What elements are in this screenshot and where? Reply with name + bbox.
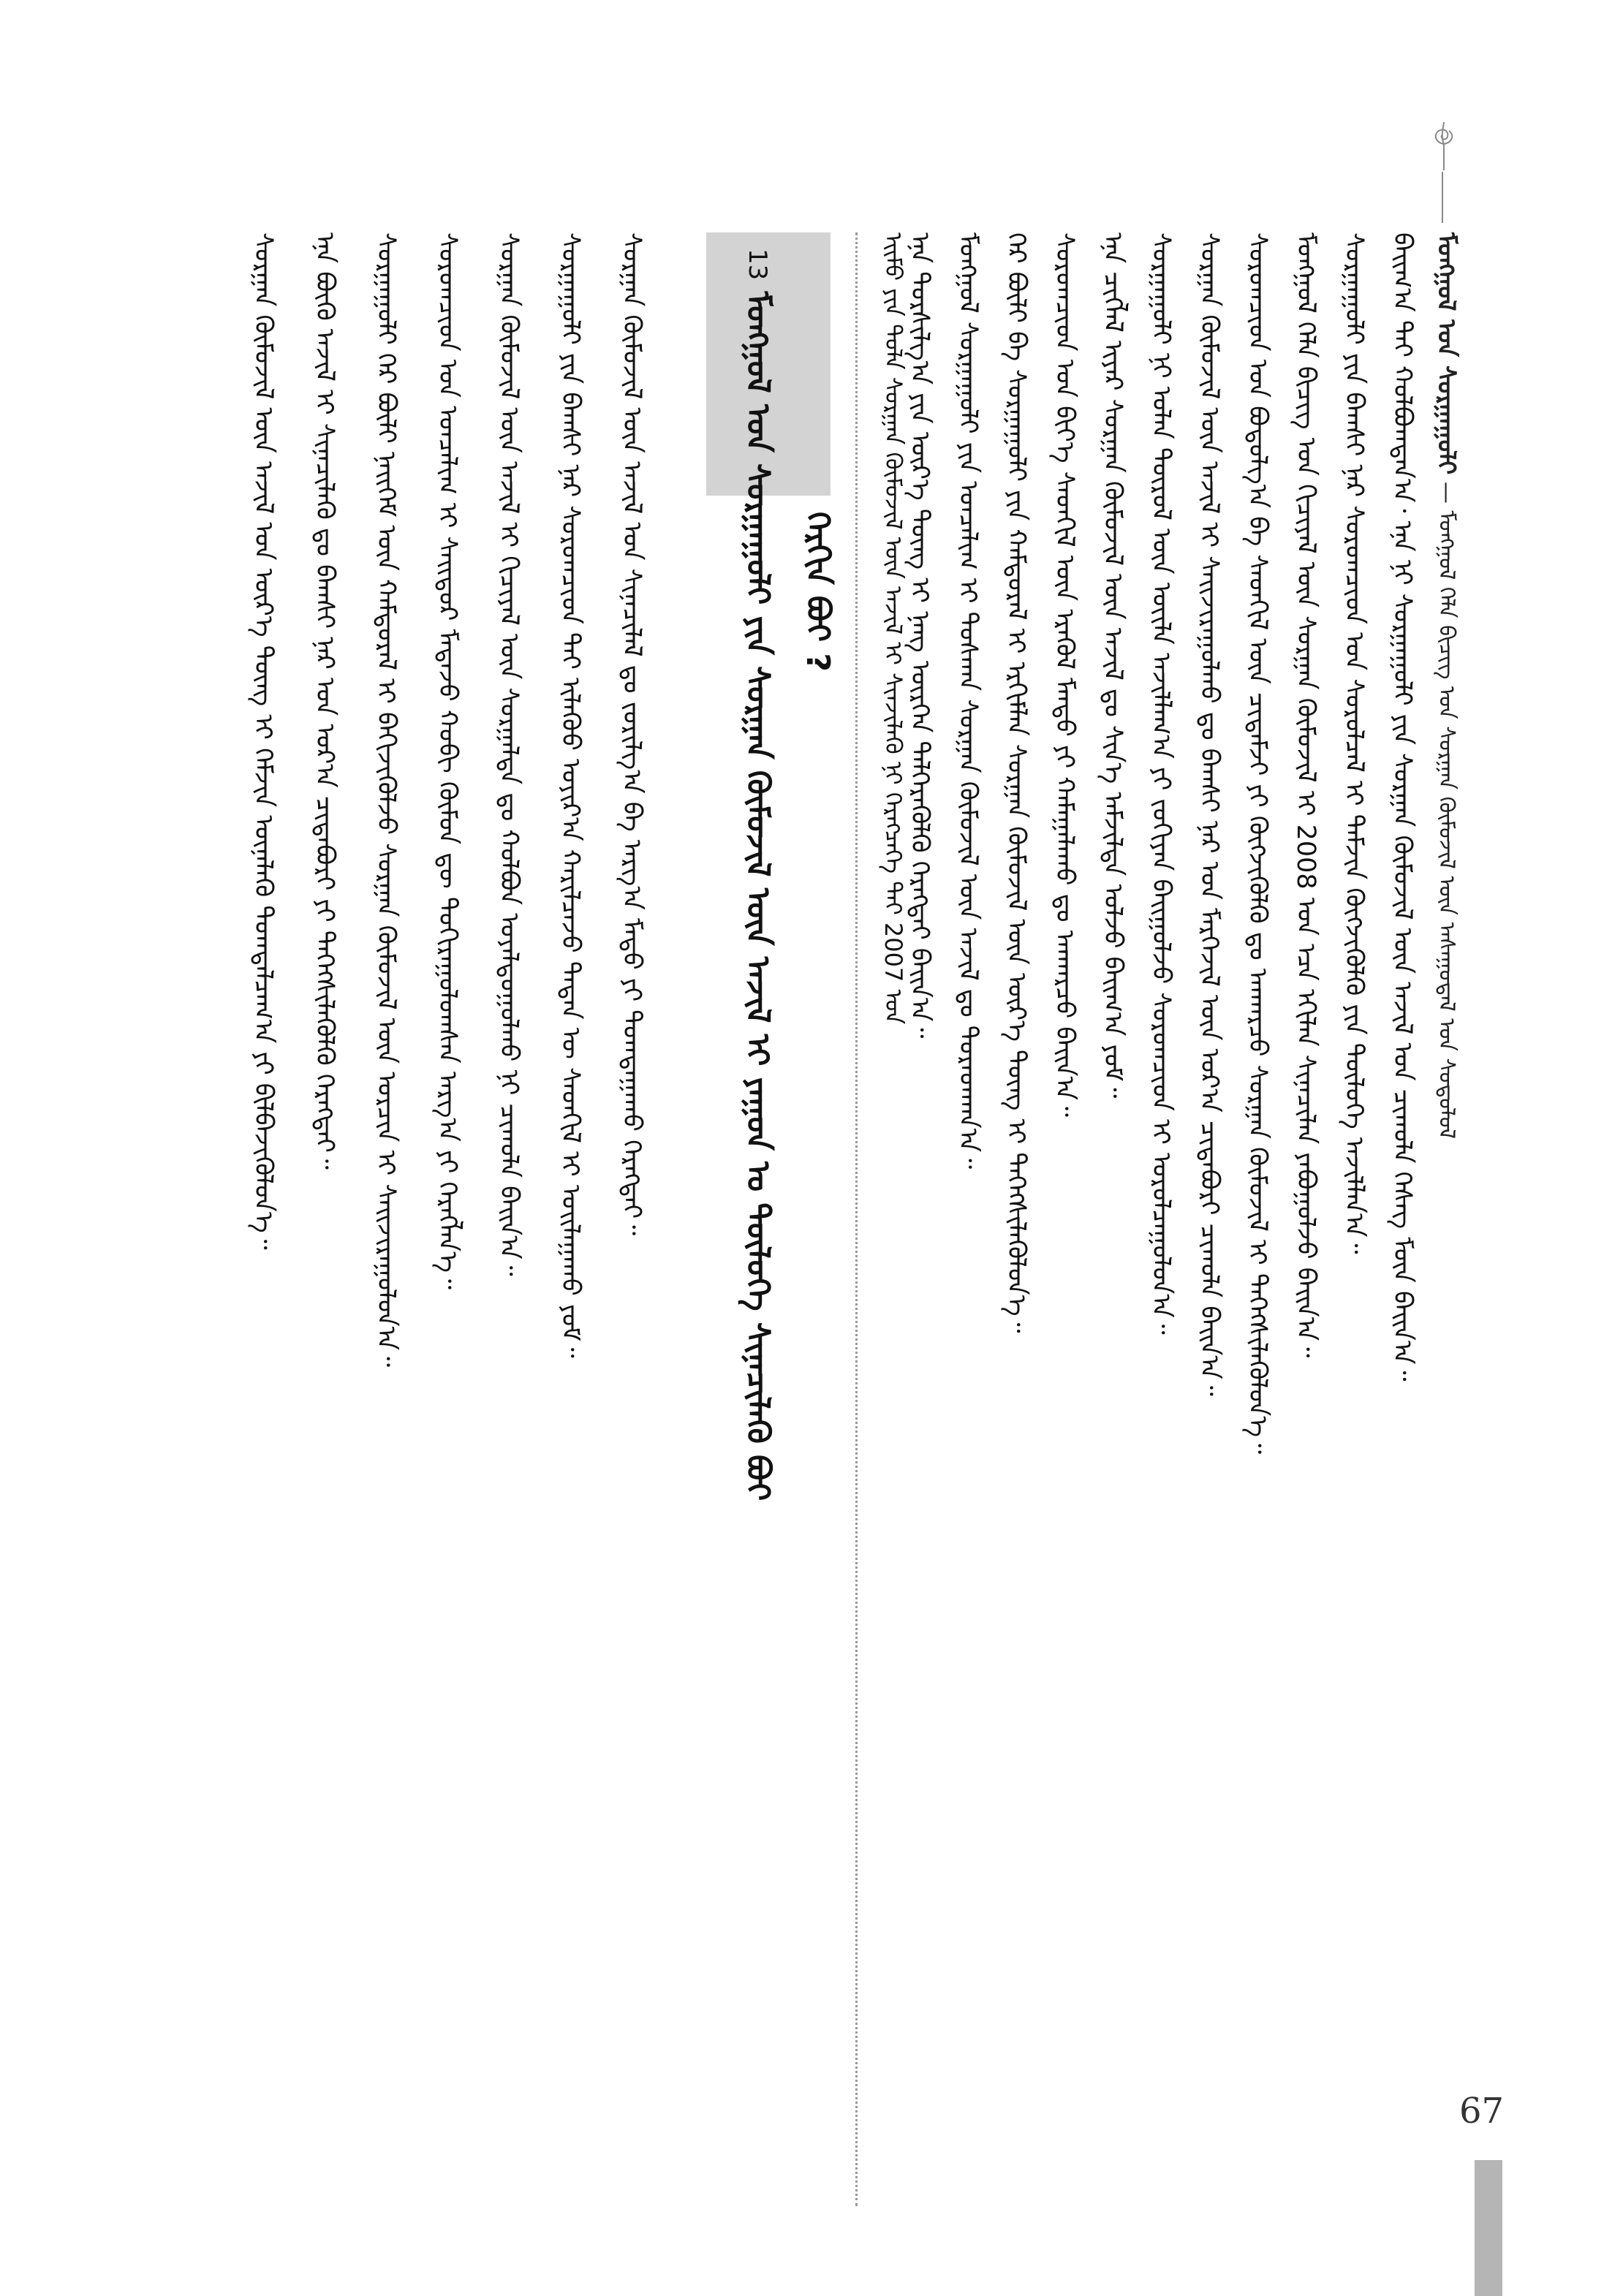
heading-title: ᠮᠣᠩᠭᠣᠯ ᠤᠨ ᠰᠤᠷᠭᠠᠭᠤᠯᠢ ᠶᠢᠨ ᠰᠤᠷᠭᠠᠨ ᠬᠦᠮᠦᠵᠢᠯ ᠦᠨ ᠠᠵᠢᠯ ᠢ ᠶᠠᠭᠤᠨ ᠤ ᠲᠥᠯᠥᠭᠡ ᠰᠢᠨᠡᠴᠢᠯᠡᠬᠦ ᠪᠤᠢ [739,291,776,1501]
header-rule [1442,172,1443,223]
body-column: ᠰᠤᠷᠤᠭᠴᠢᠳ ᠤᠨ ᠪᠢᠶ᠎ᠡ ᠰᠡᠳᠬᠢᠯ ᠦᠨ ᠡᠷᠡᠭᠦᠯ ᠮᠡᠨᠳᠦ ᠶᠢ ᠬᠠᠮᠠᠭᠠᠯᠠᠬᠤ ᠳᠤ ᠠᠨᠬᠠᠷᠴᠤ ᠪᠠᠢᠨ᠎ᠠ᠃ [1050,232,1079,1118]
body-column: ᠰᠤᠷᠭᠠᠭᠤᠯᠢ ᠶᠢᠨ ᠪᠠᠭᠰᠢ ᠨᠠᠷ ᠰᠤᠷᠤᠭᠴᠢᠳ ᠤᠨ ᠰᠤᠷᠤᠯᠴᠠᠯ ᠢ ᠳᠡᠮᠵᠢᠨ ᠬᠥᠭᠵᠢᠭᠦᠯᠬᠦ ᠶᠢᠨ ᠲᠥᠯᠥᠭᠡ ᠠᠵᠢᠯᠯᠠᠨ᠎ᠠ᠃ [1339,232,1369,1254]
running-head-subtitle: — ᠮᠣᠩᠭᠣᠯ ᠬᠡᠯᠡ ᠪᠢᠴᠢᠭ ᠤᠨ ᠰᠤᠷᠭᠠᠨ ᠬᠦᠮᠦᠵᠢᠯ ᠦᠨ ᠠᠰᠠᠭᠤᠳᠠᠯ ᠤᠨ ᠰᠣᠳᠤᠯᠤᠯ [1434,481,1459,1139]
section-divider [855,232,858,2206]
body-column: ᠡᠨᠡ ᠴᠢᠭᠯᠡᠯ ᠢᠶᠡᠷ ᠰᠤᠷᠭᠠᠨ ᠬᠦᠮᠦᠵᠢᠯ ᠦᠨ ᠠᠵᠢᠯ ᠳᠤ ᠰᠢᠨ᠎ᠡ ᠠᠮᠵᠢᠯᠲᠠ ᠣᠯᠵᠤ ᠪᠠᠢᠭ᠎ᠠ ᠶᠤᠮ᠃ [1098,232,1127,1099]
body-column: ᠡᠨᠡ ᠲᠤᠷᠱᠢᠯᠭ᠎ᠠ ᠶᠢᠨ ᠦᠷ᠎ᠡ ᠳᠦᠩ ᠢ ᠨᠡᠩ ᠦᠷᠭᠡᠨ ᠳᠡᠯᠭᠡᠷᠡᠭᠦᠯᠬᠦ ᠬᠡᠷᠡᠭᠲᠡᠢ ᠪᠠᠢᠨ᠎ᠠ᠃ [905,232,934,1039]
page-edge-tab [1475,2160,1502,2296]
running-head [1424,232,1468,1270]
body-column: ᠰᠤᠷᠭᠠᠨ ᠬᠦᠮᠦᠵᠢᠯ ᠦᠨ ᠠᠵᠢᠯ ᠢ ᠰᠠᠢᠵᠢᠷᠠᠭᠤᠯᠬᠤ ᠳᠤ ᠪᠠᠭᠰᠢ ᠨᠠᠷ ᠤᠨ ᠮᠡᠷᠭᠡᠵᠢᠯ ᠦᠨ ᠤᠷ᠎ᠠ ᠴᠢᠳᠠᠪᠤᠷᠢ ᠴᠢᠬᠤᠯᠠ ᠪᠠᠢᠨ᠎ᠠ᠃ [1195,232,1224,1396]
section-heading [730,249,786,2222]
body-column: ᠰᠤᠷᠭᠠᠭᠤᠯᠢ ᠨᠢ ᠣᠯᠠᠨ ᠲᠥᠷᠦᠯ ᠦᠨ ᠦᠢᠯᠡ ᠠᠵᠢᠯᠯᠠᠭ᠎ᠠ ᠶᠢ ᠵᠣᠬᠢᠶᠠᠨ ᠪᠠᠢᠭᠤᠯᠵᠤ ᠰᠤᠷᠤᠭᠴᠢᠳ ᠢ ᠣᠷᠣᠯᠴᠠᠭᠤᠯᠤᠨ᠎ᠠ᠃ [1146,232,1176,1335]
body-column: ᠰᠤᠷᠤᠭᠴᠢᠳ ᠤᠨ ᠣᠨᠴᠠᠯᠢᠭ ᠢ ᠰᠠᠢᠲᠤᠷ ᠮᠡᠳᠡᠵᠦ ᠬᠤᠪᠢ ᠬᠦᠮᠦᠨ ᠳᠦ ᠲᠤᠬᠢᠷᠠᠭᠤᠯᠤᠭᠰᠠᠨ ᠠᠷᠭ᠎ᠠ ᠶᠢ ᠬᠡᠷᠡᠭᠯᠡᠨ᠎ᠡ᠃ [433,232,462,1290]
body-column: ᠡᠢᠮᠦ ᠶᠢᠨ ᠲᠤᠯᠠ ᠰᠤᠷᠭᠠᠨ ᠬᠦᠮᠦᠵᠢᠯ ᠦᠨ ᠠᠵᠢᠯ ᠢ ᠰᠢᠨᠵᠢᠯᠡᠬᠦ ᠨᠢ ᠬᠡᠷᠡᠭᠴᠡᠭᠡ ᠲᠠᠢ 2007 ᠣᠨ [879,232,907,1025]
body-column: ᠰᠤᠷᠭᠠᠨ ᠬᠦᠮᠦᠵᠢᠯ ᠦᠨ ᠠᠵᠢᠯ ᠤᠨ ᠦᠷ᠎ᠡ ᠳᠦᠩ ᠢ ᠬᠡᠮᠵᠢᠨ ᠦᠨᠡᠯᠡᠬᠦ ᠲᠣᠭᠲᠠᠯᠴᠠᠭ᠎ᠠ ᠶᠢ ᠪᠢᠯᠪᠡᠵᠢᠭᠦᠯᠦᠨ᠎ᠡ᠃ [249,232,278,1250]
body-column: ᠰᠤᠷᠭᠠᠨ ᠬᠦᠮᠦᠵᠢᠯ ᠦᠨ ᠠᠵᠢᠯ ᠢ ᠬᠢᠴᠢᠶᠡᠯ ᠦᠨ ᠰᠤᠷᠭᠠᠯᠲᠠ ᠳᠤ ᠬᠣᠯᠪᠣᠨ ᠤᠶᠠᠯᠳᠤᠭᠤᠯᠬᠤ ᠨᠢ ᠴᠢᠬᠤᠯᠠ ᠪᠠᠢᠨ᠎ᠠ᠃ [494,232,523,1276]
body-column: ᠮᠣᠩᠭᠣᠯ ᠰᠤᠷᠭᠠᠭᠤᠯᠢ ᠶᠢᠨ ᠣᠨᠴᠠᠯᠢᠭ ᠢ ᠲᠤᠰᠬᠠᠨ ᠰᠤᠷᠭᠠᠨ ᠬᠦᠮᠦᠵᠢᠯ ᠦᠨ ᠠᠵᠢᠯ ᠳᠤ ᠳᠤᠷᠠᠳᠬᠠᠨ᠎ᠠ᠃ [953,232,983,1170]
body-column: ᠰᠤᠷᠤᠭᠴᠢᠳ ᠤᠨ ᠪᠣᠳᠤᠯᠭ᠎ᠠ ᠪᠠ ᠰᠡᠳᠬᠢᠯ ᠦᠨ ᠴᠢᠳᠠᠮᠵᠢ ᠶᠢ ᠬᠥᠭᠵᠢᠭᠦᠯᠬᠦ ᠳᠤ ᠠᠨᠬᠠᠷᠴᠤ ᠰᠤᠷᠭᠠᠨ ᠬᠦᠮᠦᠵᠢᠯ ᠢ ᠳᠡᠭᠡᠭᠰᠢᠯᠡᠭᠦᠯᠦᠨ᠎ᠡ᠃ [1243,232,1272,1455]
body-column: ᠮᠣᠩᠭᠣᠯ ᠬᠡᠯᠡ ᠪᠢᠴᠢᠭ ᠤᠨ ᠬᠢᠴᠢᠶᠡᠯ ᠦᠨ ᠰᠤᠷᠭᠠᠨ ᠬᠦᠮᠦᠵᠢᠯ ᠢ 2008 ᠣᠨ ᠡᠴᠡ ᠡᠬᠢᠯᠡᠨ ᠰᠢᠨᠡᠴᠢᠯᠡᠨ ᠶᠠᠪᠤᠭᠤᠯᠵᠤ ᠪᠠᠢᠨ᠎ᠠ᠃ [1291,232,1320,1358]
body-column: ᠪᠠᠢᠭ᠎ᠠ ᠲᠠᠢ ᠬᠣᠯᠪᠣᠭᠳᠠᠨ᠎ᠠ᠂ ᠡᠨᠡ ᠨᠢ ᠰᠤᠷᠭᠠᠭᠤᠯᠢ ᠶᠢᠨ ᠰᠤᠷᠭᠠᠨ ᠬᠦᠮᠦᠵᠢᠯ ᠦᠨ ᠠᠵᠢᠯ ᠤᠨ ᠴᠢᠬᠤᠯᠠ ᠬᠡᠰᠡᠭ ᠮᠥᠨ ᠪᠠᠢᠨ᠎ᠠ᠃ [1388,232,1417,1382]
running-head-title: ᠮᠣᠩᠭᠣᠯ ᠤᠨ ᠰᠤᠷᠭᠠᠭᠤᠯᠢ [1431,232,1461,475]
body-column: ᠭᠡᠷ ᠪᠦᠯᠢ ᠪᠠ ᠰᠤᠷᠭᠠᠭᠤᠯᠢ ᠶᠢᠨ ᠬᠠᠮᠲᠤᠷᠠᠯ ᠢ ᠡᠷᠬᠢᠮᠯᠡᠨ ᠰᠤᠷᠭᠠᠨ ᠬᠦᠮᠦᠵᠢᠯ ᠦᠨ ᠦᠷ᠎ᠡ ᠳᠦᠩ ᠢ ᠳᠡᠭᠡᠭᠰᠢᠯᠡᠭᠦᠯᠦᠨ᠎ᠡ᠃ [1002,232,1031,1333]
body-column: ᠰᠤᠷᠭᠠᠨ ᠬᠦᠮᠦᠵᠢᠯ ᠦᠨ ᠠᠵᠢᠯ ᠤᠨ ᠰᠢᠨᠡᠴᠢᠯᠡᠯ ᠳᠤ ᠵᠣᠷᠢᠯᠭ᠎ᠠ ᠪᠠ ᠠᠷᠭ᠎ᠠ ᠮᠡᠲᠦ ᠶᠢ ᠲᠣᠭᠲᠠᠭᠠᠬᠤ ᠬᠡᠷᠡᠭᠲᠡᠢ᠃ [617,232,646,1236]
body-column: ᠰᠤᠷᠭᠠᠭᠤᠯᠢ ᠶᠢᠨ ᠪᠠᠭᠰᠢ ᠨᠠᠷ ᠰᠤᠷᠤᠭᠴᠢᠳ ᠲᠠᠢ ᠢᠯᠡᠭᠦᠦ ᠣᠶᠢᠷ᠎ᠠ ᠬᠠᠷᠢᠯᠴᠠᠵᠤ ᠲᠡᠳᠡᠨ ᠦ ᠰᠡᠳᠬᠢᠯ ᠢ ᠣᠢᠯᠠᠭᠠᠬᠤ ᠶᠤᠮ᠃ [556,232,585,1358]
body-column: ᠡᠨᠡ ᠪᠦᠬᠦ ᠠᠵᠢᠯ ᠢ ᠰᠢᠨᠡᠴᠢᠯᠡᠬᠦ ᠳᠤ ᠪᠠᠭᠰᠢ ᠨᠠᠷ ᠤᠨ ᠤᠷ᠎ᠠ ᠴᠢᠳᠠᠪᠤᠷᠢ ᠶᠢ ᠳᠡᠭᠡᠭᠰᠢᠯᠡᠭᠦᠯᠬᠦ ᠬᠡᠷᠡᠭᠲᠡᠢ᠃ [310,232,339,1170]
section-heading-continued: ᠬᠡᠷᠬᠢᠨ ᠪᠤᠢ ? [799,512,836,672]
heading-number: 13 [743,249,772,281]
decorative-flourish-icon [1418,121,1469,172]
body-column: ᠰᠤᠷᠭᠠᠭᠤᠯᠢ ᠭᠡᠷ ᠪᠦᠯᠢ ᠨᠡᠢᠭᠡᠮ ᠦᠨ ᠬᠠᠮᠲᠤᠷᠠᠯ ᠢ ᠪᠡᠬᠢᠵᠢᠭᠦᠯᠵᠦ ᠰᠤᠷᠭᠠᠨ ᠬᠦᠮᠦᠵᠢᠯ ᠦᠨ ᠣᠷᠴᠢᠨ ᠢ ᠰᠠᠢᠵᠢᠷᠠᠭᠤᠯᠤᠨ᠎ᠠ᠃ [371,232,401,1368]
page-number: 67 [1459,2091,1505,2132]
